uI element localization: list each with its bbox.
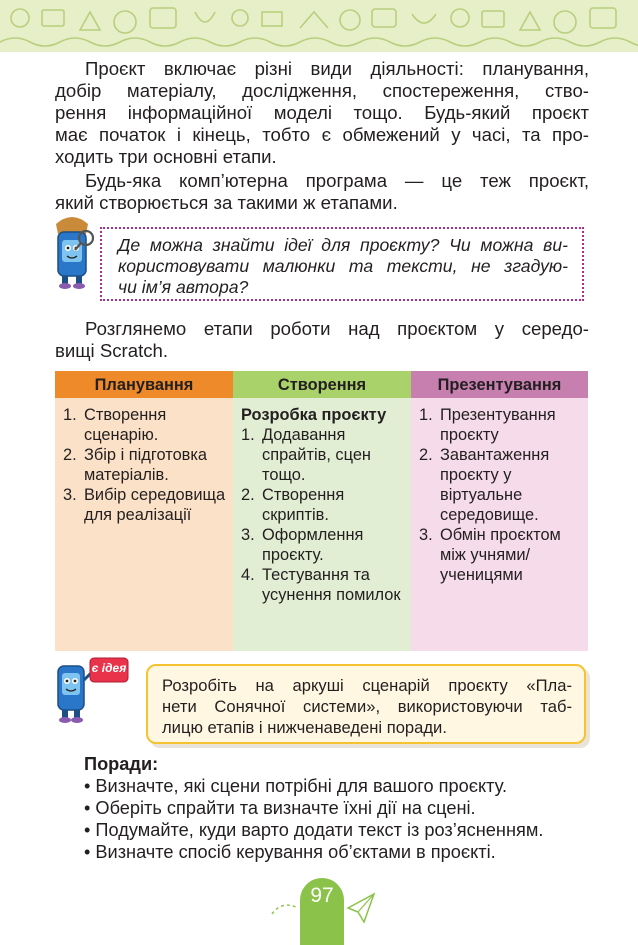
item-number: 1. [419,406,433,424]
intro-paragraph [55,58,589,168]
question-line: Де можна знайти ідеї для проєкту? Чи можна ви- [118,235,568,255]
creation-title: Розробка проєкту [241,406,387,424]
idea-line: нети Сонячної системи», використовуючи таб- [162,697,572,716]
tips-title: Поради: [84,754,159,774]
item-number: 3. [241,526,255,544]
item-text: Створення сценарію. [84,406,167,444]
list-item [419,525,582,585]
item-text: Завантаження проєкту у віртуальне середовище. [440,446,550,524]
list-item [63,445,227,485]
intro-line: рення інформаційної моделі тощо. Будь-який проєкт [55,102,589,123]
item-number: 3. [419,526,433,544]
tip-item: • Подумайте, куди варто додати текст із роз’ясненням. [84,820,544,840]
list-item [241,525,405,565]
item-number: 2. [419,446,433,464]
idea-box [146,664,586,744]
item-number: 3. [63,486,77,504]
header-banner [0,0,638,52]
idea-badge: є ідея [91,661,127,675]
item-text: Обмін проєктом між учнями/ученицями [440,526,561,584]
mascot-detective-icon [48,214,96,290]
tip-item: • Визначте, які сцени потрібні для вашого проєкту. [84,776,507,796]
item-number: 2. [63,446,77,464]
program-paragraph [55,170,589,214]
list-item [63,405,227,445]
consider-paragraph [55,318,589,362]
idea-line: лицю етапів і нижченаведені поради. [162,718,447,737]
list-item [241,565,405,605]
question-box [100,227,584,301]
tip-item: • Оберіть спрайти та визначте їхні дії на сцені. [84,798,476,818]
list-item [63,485,227,525]
item-text: Вибір середовища для реалізації [84,486,226,524]
idea-line: Розробіть на аркуші сценарій проєкту «Пла- [162,676,572,695]
item-text: Збір і підготовка матеріалів. [84,446,208,484]
question-line: користовувати малюнки та тексти, не згадую- [118,256,568,276]
list-item [241,425,405,485]
stages-table [55,371,588,651]
page-number: 97 [310,884,334,907]
list-item [241,485,405,525]
item-number: 1. [63,406,77,424]
item-text: Оформлення проєкту. [262,526,364,564]
intro-line: Проєкт включає різні види діяльності: планування, [85,58,589,79]
intro-line: має початок і кінець, тобто є обмежений у часі, та про- [55,124,589,145]
tips-section [84,753,594,863]
list-item [419,445,582,525]
program-line: який створюється за такими ж етапами. [55,192,398,213]
item-number: 2. [241,486,255,504]
header-creation: Створення [233,371,411,398]
intro-line: добір матеріалу, дослідження, спостереження, ство- [55,80,589,101]
program-line: Будь-яка комп’ютерна програма — це теж проєкт, [85,170,589,191]
consider-line: Розглянемо етапи роботи над проєктом у середо- [85,318,589,339]
item-number: 4. [241,566,255,584]
doodle-pattern [0,0,638,52]
item-number: 1. [241,426,255,444]
question-line: чи ім’я автора? [118,277,249,297]
item-text: Тестування та усунення помилок [262,566,401,604]
tip-item: • Визначте спосіб керування об’єктами в проєкті. [84,842,496,862]
intro-line: ходить три основні етапи. [55,146,277,167]
item-text: Додавання спрайтів, сцен тощо. [262,426,371,484]
cell-planning [55,398,233,651]
cell-creation [233,398,411,651]
item-text: Презентування проєкту [440,406,556,444]
consider-line: вищі Scratch. [55,340,169,361]
header-planning: Планування [55,371,233,398]
cell-presentation [411,398,588,651]
list-item [419,405,582,445]
item-text: Створення скриптів. [262,486,345,524]
header-presentation: Презентування [411,371,588,398]
